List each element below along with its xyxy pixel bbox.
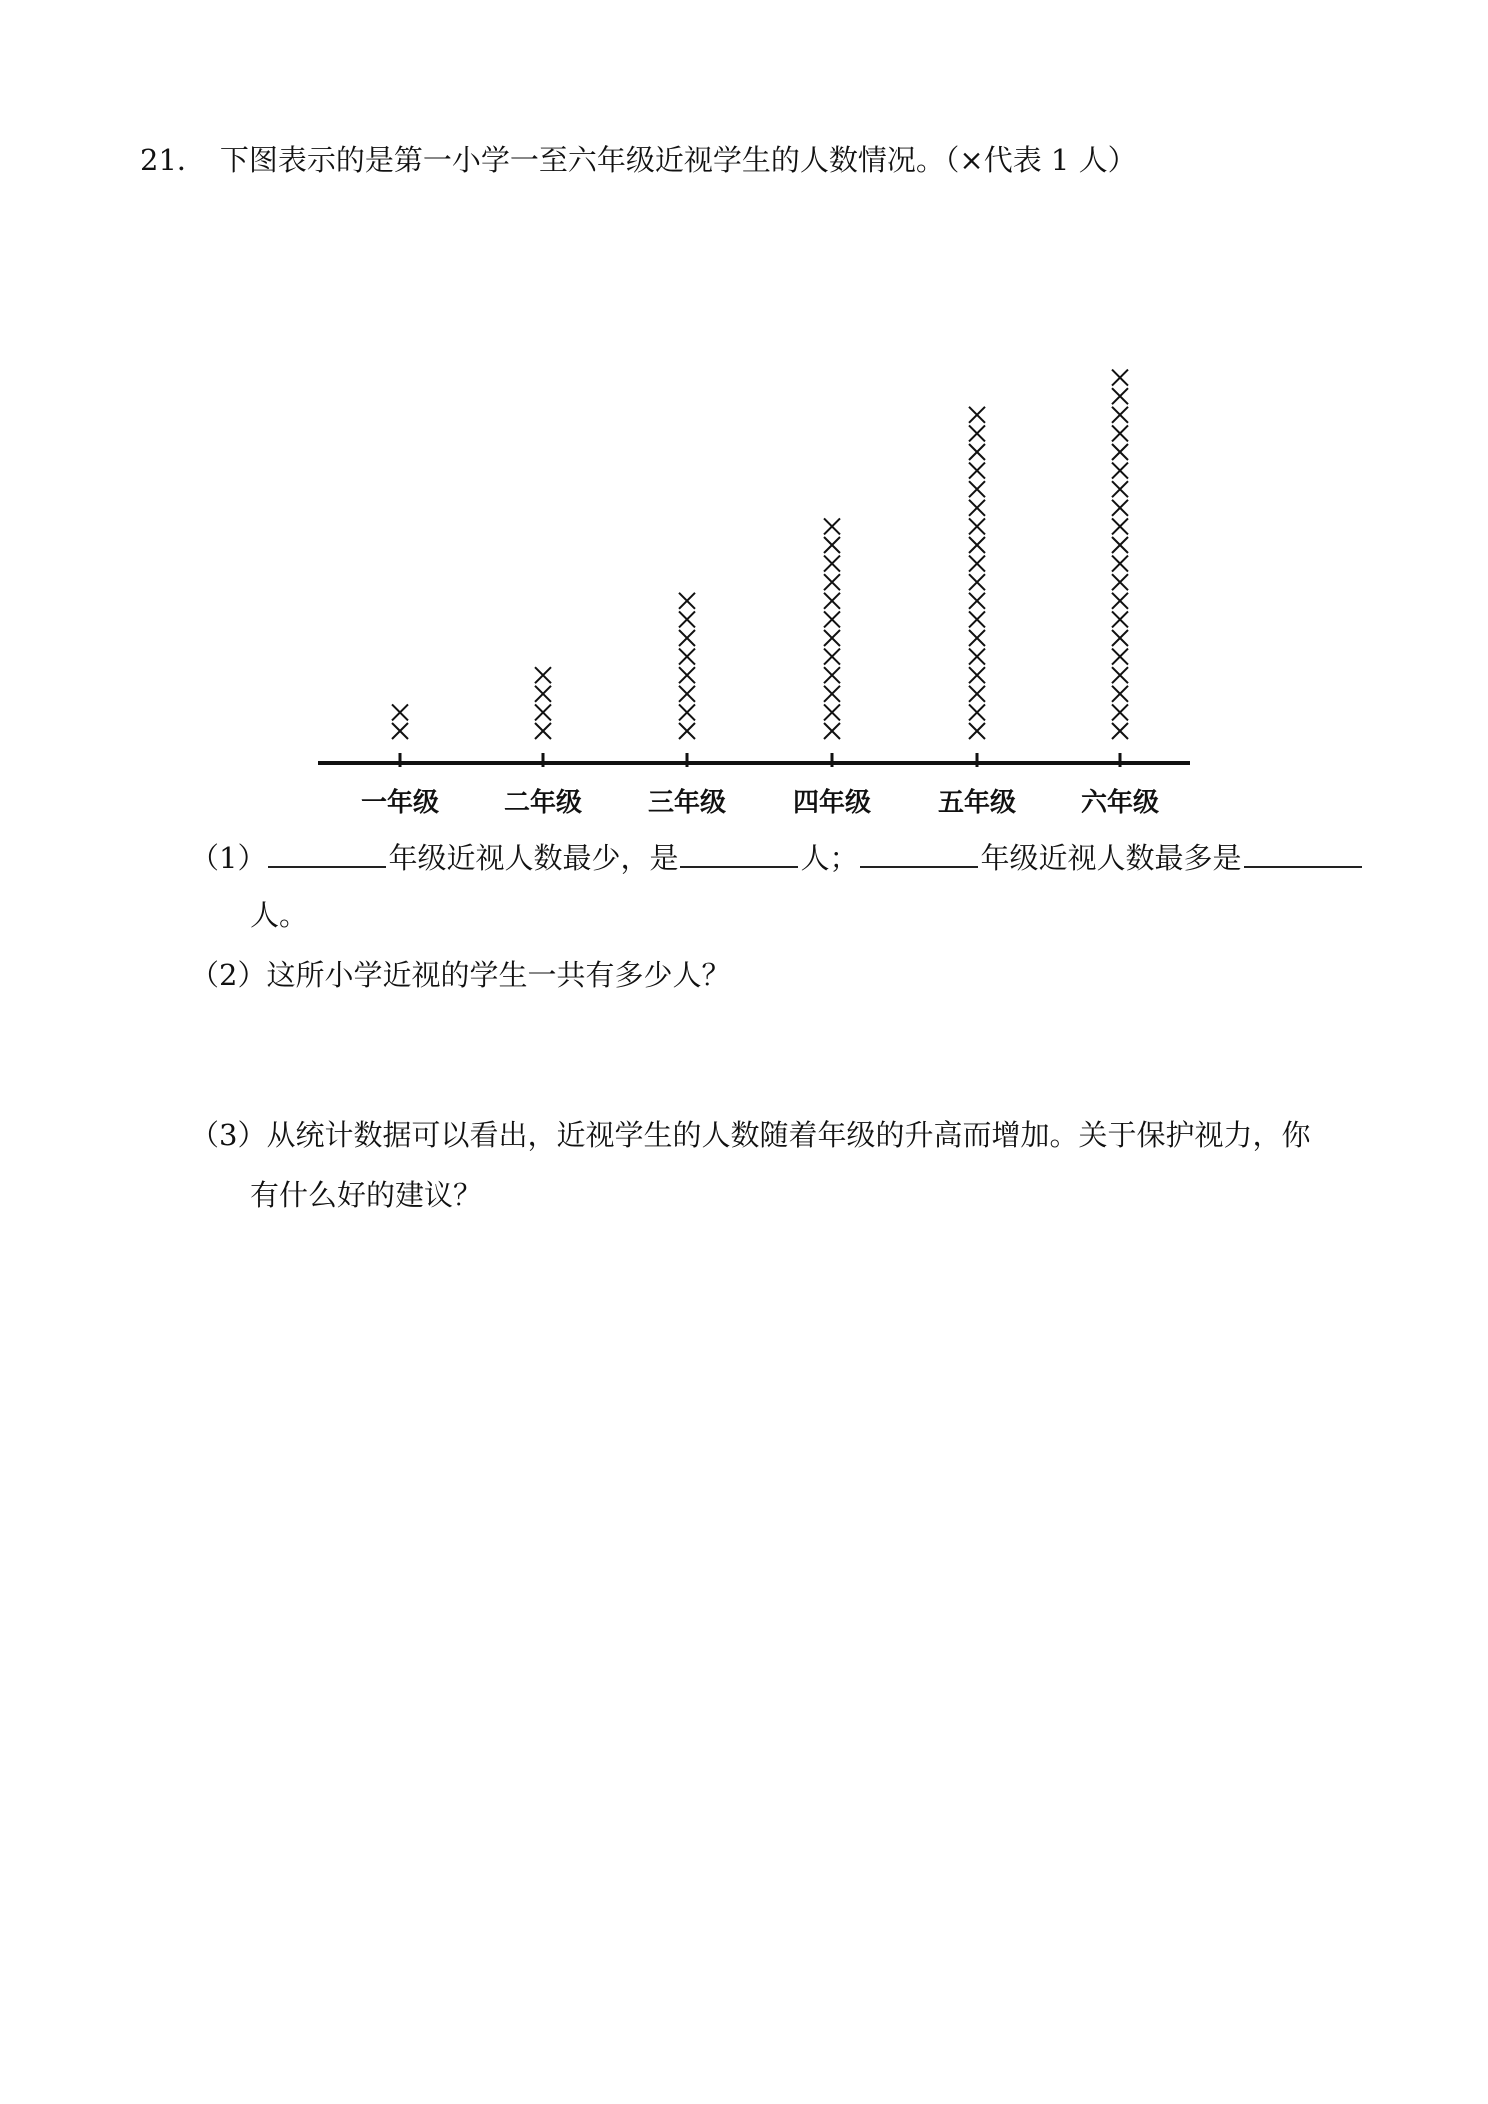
cross-marker bbox=[1112, 574, 1128, 590]
cross-marker bbox=[969, 500, 985, 516]
cross-marker bbox=[824, 611, 840, 627]
part-2 bbox=[190, 955, 730, 995]
cross-marker bbox=[1112, 723, 1128, 739]
cross-marker bbox=[1112, 611, 1128, 627]
cross-marker bbox=[1112, 667, 1128, 683]
cross-marker bbox=[1112, 500, 1128, 516]
cross-marker bbox=[535, 723, 551, 739]
cross-marker bbox=[824, 593, 840, 609]
marker-column bbox=[824, 518, 840, 739]
category-label: 六年级 bbox=[1080, 788, 1160, 818]
cross-marker bbox=[679, 593, 695, 609]
pictograph-chart bbox=[0, 0, 1488, 840]
cross-marker bbox=[969, 444, 985, 460]
cross-marker bbox=[679, 686, 695, 702]
cross-marker bbox=[1112, 388, 1128, 404]
cross-marker bbox=[679, 630, 695, 646]
cross-marker bbox=[679, 649, 695, 665]
cross-marker bbox=[969, 704, 985, 720]
cross-marker bbox=[969, 481, 985, 497]
part-1-line-1 bbox=[190, 836, 1364, 878]
cross-marker bbox=[1112, 444, 1128, 460]
marker-column bbox=[679, 593, 695, 739]
cross-marker bbox=[679, 667, 695, 683]
part-3-text-1: 从统计数据可以看出，近视学生的人数随着年级的升高而增加。关于保护视力，你 bbox=[266, 1118, 1311, 1152]
part-2-text: 这所小学近视的学生一共有多少人？ bbox=[266, 958, 731, 992]
cross-marker bbox=[824, 574, 840, 590]
cross-marker bbox=[535, 704, 551, 720]
cross-marker bbox=[1112, 407, 1128, 423]
cross-marker bbox=[535, 686, 551, 702]
cross-marker bbox=[1112, 649, 1128, 665]
cross-marker bbox=[1112, 518, 1128, 534]
cross-marker bbox=[824, 537, 840, 553]
part-1-text-1: 年级近视人数最少，是 bbox=[388, 841, 679, 875]
cross-marker bbox=[1112, 686, 1128, 702]
cross-marker bbox=[1112, 537, 1128, 553]
cross-marker bbox=[969, 686, 985, 702]
cross-marker bbox=[1112, 425, 1128, 441]
part-3-text-2: 有什么好的建议？ bbox=[250, 1178, 483, 1212]
category-label: 一年级 bbox=[360, 788, 440, 818]
category-label: 五年级 bbox=[937, 788, 1017, 818]
answer-blank-least-count[interactable] bbox=[680, 836, 798, 868]
part-1-text-3: 年级近视人数最多是 bbox=[980, 841, 1242, 875]
answer-blank-most-count[interactable] bbox=[1244, 836, 1362, 868]
part-1-line-2 bbox=[250, 895, 308, 935]
cross-marker bbox=[969, 667, 985, 683]
cross-marker bbox=[824, 556, 840, 572]
cross-marker bbox=[969, 723, 985, 739]
cross-marker bbox=[1112, 704, 1128, 720]
cross-marker bbox=[969, 649, 985, 665]
cross-marker bbox=[969, 537, 985, 553]
part-1-text-2: 人； bbox=[800, 841, 859, 875]
question-number: 21． bbox=[140, 143, 206, 177]
cross-marker bbox=[824, 704, 840, 720]
cross-marker bbox=[969, 611, 985, 627]
cross-marker bbox=[1112, 556, 1128, 572]
cross-marker bbox=[1112, 630, 1128, 646]
question-text: 下图表示的是第一小学一至六年级近视学生的人数情况。（×代表 1 人） bbox=[219, 143, 1137, 177]
cross-marker bbox=[679, 723, 695, 739]
cross-marker bbox=[824, 686, 840, 702]
cross-marker bbox=[969, 556, 985, 572]
answer-blank-most-grade[interactable] bbox=[860, 836, 978, 868]
cross-marker bbox=[969, 630, 985, 646]
cross-marker bbox=[969, 425, 985, 441]
cross-marker bbox=[969, 463, 985, 479]
cross-marker bbox=[535, 667, 551, 683]
part-1-number: （1） bbox=[190, 841, 267, 875]
cross-marker bbox=[824, 723, 840, 739]
cross-marker bbox=[1112, 463, 1128, 479]
cross-marker bbox=[679, 704, 695, 720]
cross-marker bbox=[969, 574, 985, 590]
marker-column bbox=[1112, 370, 1128, 739]
category-label: 四年级 bbox=[792, 788, 872, 818]
category-label: 二年级 bbox=[503, 788, 583, 818]
cross-marker bbox=[969, 518, 985, 534]
cross-marker bbox=[824, 518, 840, 534]
cross-marker bbox=[824, 649, 840, 665]
part-3-line-2 bbox=[250, 1175, 482, 1215]
marker-column bbox=[969, 407, 985, 739]
cross-marker bbox=[969, 593, 985, 609]
cross-marker bbox=[969, 407, 985, 423]
marker-column bbox=[535, 667, 551, 739]
part-3-line-1 bbox=[190, 1115, 1310, 1155]
cross-marker bbox=[392, 723, 408, 739]
cross-marker bbox=[1112, 370, 1128, 386]
part-2-number: （2） bbox=[190, 958, 267, 992]
category-label: 三年级 bbox=[647, 788, 727, 818]
cross-marker bbox=[824, 630, 840, 646]
cross-marker bbox=[1112, 593, 1128, 609]
cross-marker bbox=[679, 611, 695, 627]
part-3-number: （3） bbox=[190, 1118, 267, 1152]
part-1-continuation: 人。 bbox=[250, 898, 309, 932]
marker-column bbox=[392, 704, 408, 739]
cross-marker bbox=[392, 704, 408, 720]
cross-marker bbox=[1112, 481, 1128, 497]
answer-blank-least-grade[interactable] bbox=[268, 836, 386, 868]
cross-marker bbox=[824, 667, 840, 683]
